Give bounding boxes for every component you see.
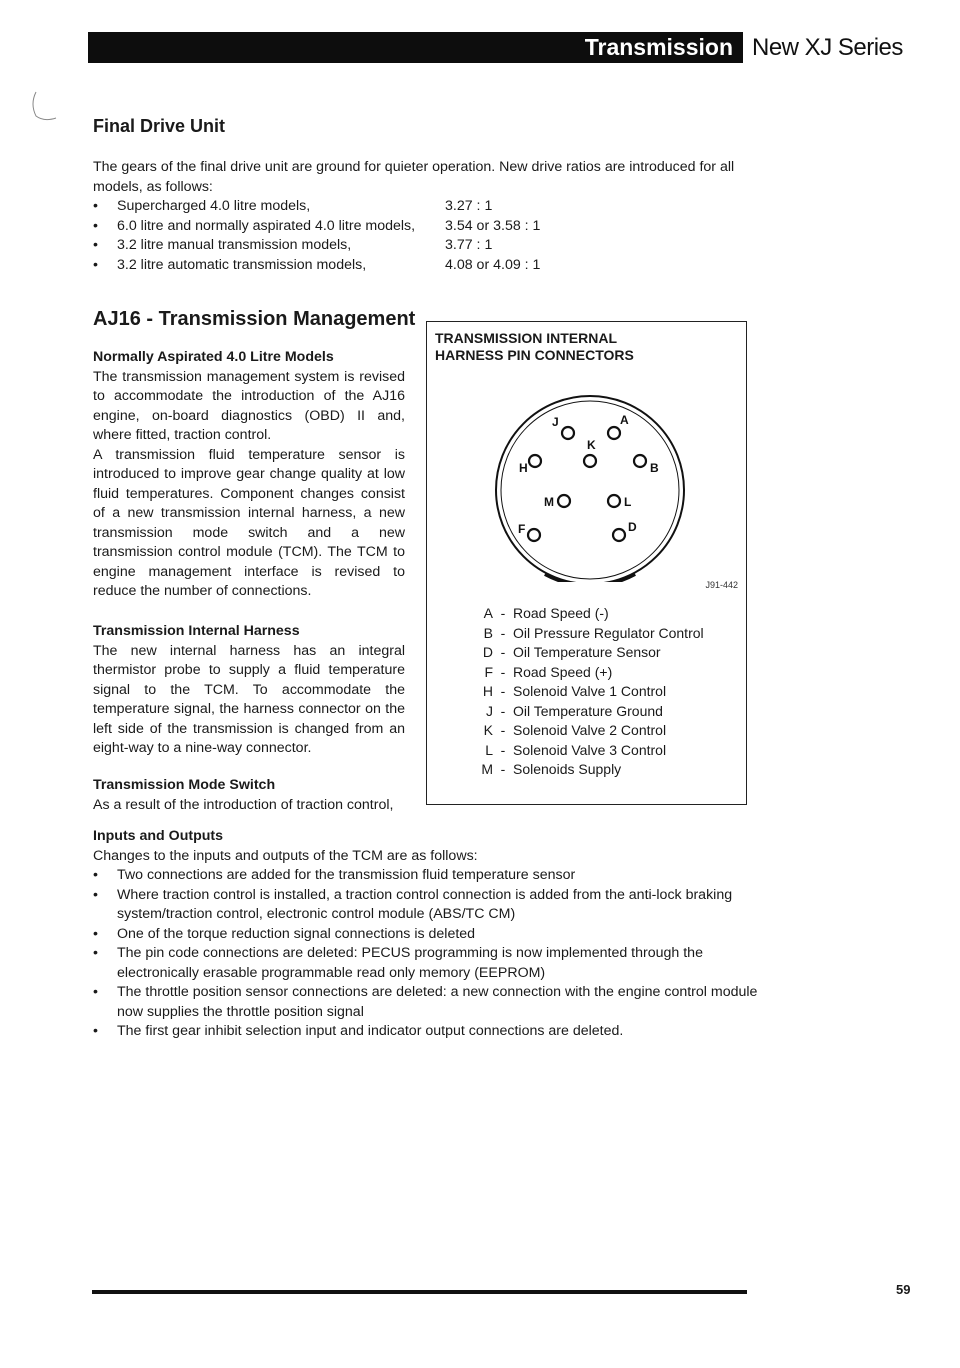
- io-list-item: • Where traction control is installed, a traction control connection is added from the anti-lock braking system/traction control, electronic control module (ABS/TC CM): [93, 886, 763, 925]
- io-list: [93, 866, 763, 1042]
- mode-switch-section: [93, 776, 405, 815]
- pin-h: [529, 455, 541, 467]
- pin-list-item: K - Solenoid Valve 2 Control: [477, 721, 704, 741]
- pin-code: A: [483, 605, 493, 621]
- pin-list-item: F - Road Speed (+): [477, 663, 704, 683]
- section-title: Transmission: [584, 34, 733, 60]
- pin-connector-figure: [426, 321, 747, 805]
- ratio-model: 3.2 litre manual transmission models,: [117, 237, 352, 253]
- pin-list-item: A - Road Speed (-): [477, 604, 704, 624]
- pin-description: Road Speed (+): [513, 663, 613, 680]
- series-title: New XJ Series: [752, 34, 903, 61]
- inputs-outputs-section: [93, 827, 763, 1042]
- pin-list-item: D - Oil Temperature Sensor: [477, 643, 704, 663]
- final-drive-heading: Final Drive Unit: [93, 116, 226, 136]
- ratio-model: 6.0 litre and normally aspirated 4.0 litre models,: [117, 217, 416, 234]
- pin-description: Solenoid Valve 2 Control: [513, 722, 667, 738]
- ratio-list: [93, 197, 541, 275]
- harness-paragraph: The new internal harness has an integral thermistor probe to supply a fluid temperature signal to the TCM. To accommodate the temperature signal, the harness connector on the left side of the transmission is changed from an eight-way to a nine-way connector.: [93, 642, 405, 756]
- pin-label-f: F: [518, 522, 526, 536]
- na-heading: Normally Aspirated 4.0 Litre Models: [93, 349, 334, 365]
- pin-list-item: H - Solenoid Valve 1 Control: [477, 682, 704, 702]
- pin-description: Solenoid Valve 1 Control: [513, 683, 667, 699]
- pin-label-j: J: [552, 415, 559, 429]
- harness-section: [93, 622, 405, 759]
- pin-label-k: K: [587, 438, 596, 452]
- pin-code: D: [482, 644, 493, 660]
- pin-j: [562, 427, 574, 439]
- pin-a: [608, 427, 620, 439]
- pin-b: [634, 455, 646, 467]
- ratio-item: [93, 217, 541, 237]
- io-intro: Changes to the inputs and outputs of the TCM are as follows:: [93, 847, 478, 864]
- io-list-item: • One of the torque reduction signal connections is deleted: [93, 925, 763, 945]
- pin-f: [528, 529, 540, 541]
- pin-list-item: M - Solenoids Supply: [477, 760, 704, 780]
- harness-heading: Transmission Internal Harness: [93, 623, 300, 639]
- pin-m: [558, 495, 570, 507]
- scan-mark: [0, 0, 80, 140]
- header-bar: [88, 32, 743, 63]
- pin-label-h: H: [519, 461, 528, 475]
- io-list-item: • The pin code connections are deleted: PECUS programming is now implemented through the electronically erasable programmable read only memory (EEPROM): [93, 944, 763, 983]
- io-list-item: • The first gear inhibit selection input and indicator output connections are deleted.: [93, 1022, 763, 1042]
- ratio-item: [93, 236, 493, 256]
- pin-code: J: [486, 702, 493, 719]
- pin-label-l: L: [624, 495, 632, 509]
- pin-description: Road Speed (-): [513, 605, 609, 621]
- figure-title-line-2: HARNESS PIN CONNECTORS: [435, 347, 634, 363]
- page-number: 59: [896, 1282, 911, 1297]
- na-paragraph-1: The transmission management system is revised to accommodate the introduction of the AJ16 engine, on-board diagnostics (OBD) II and, where fitted, traction control.: [93, 368, 405, 443]
- aj16-heading: AJ16 - Transmission Management: [93, 308, 416, 330]
- pin-list-item: J - Oil Temperature Ground: [477, 702, 704, 722]
- pin-k: [584, 455, 596, 467]
- mode-switch-paragraph: As a result of the introduction of traction control,: [93, 796, 394, 813]
- io-list-item: • Two connections are added for the transmission fluid temperature sensor: [93, 866, 763, 886]
- pin-code: H: [482, 683, 493, 699]
- footer-rule: [92, 1290, 747, 1294]
- pin-list-item: L - Solenoid Valve 3 Control: [477, 741, 704, 761]
- pin-list: [477, 604, 704, 780]
- io-heading: Inputs and Outputs: [93, 828, 224, 844]
- pin-code: M: [481, 761, 493, 777]
- pin-code: L: [485, 741, 493, 758]
- pin-label-b: B: [650, 461, 659, 475]
- pin-list-item: B - Oil Pressure Regulator Control: [477, 624, 704, 644]
- pin-description: Solenoid Valve 3 Control: [513, 741, 667, 758]
- ratio-item: [93, 256, 541, 276]
- pin-code: B: [483, 624, 493, 641]
- pin-label-a: A: [620, 413, 629, 427]
- pin-description: Oil Temperature Ground: [513, 702, 663, 719]
- connector-keyway: [545, 574, 635, 582]
- mode-switch-heading: Transmission Mode Switch: [93, 777, 276, 793]
- ratio-item: [93, 197, 493, 217]
- final-drive-intro: The gears of the final drive unit are ground for quieter operation. New drive ratios are introduced for all models, as follows:: [93, 159, 735, 195]
- pin-code: K: [483, 722, 493, 738]
- na-paragraph-2: A transmission fluid temperature sensor is introduced to improve gear change quality at low fluid temperatures. Component changes consist of a new transmission internal harness, a new transmission mode switch and a new transmission control module (TCM). The TCM to engine management interface is revised to reduce the number of connections.: [93, 446, 405, 599]
- ratio-value: 3.77 : 1: [445, 237, 493, 253]
- pin-description: Oil Pressure Regulator Control: [513, 624, 704, 641]
- ratio-value: 3.27 : 1: [445, 198, 493, 214]
- pin-l: [608, 495, 620, 507]
- pin-d: [613, 529, 625, 541]
- pin-label-d: D: [628, 520, 637, 534]
- pin-description: Oil Temperature Sensor: [513, 644, 661, 660]
- ratio-model: 3.2 litre automatic transmission models,: [117, 256, 367, 273]
- ratio-value: 4.08 or 4.09 : 1: [445, 256, 541, 273]
- io-list-item: • The throttle position sensor connections are deleted: a new connection with the engine control module now supplies the throttle position signal: [93, 983, 763, 1022]
- connector-inner-ring: [501, 401, 679, 579]
- figure-reference: J91-442: [705, 580, 738, 590]
- ratio-model: Supercharged 4.0 litre models,: [117, 198, 311, 214]
- na-section: [93, 348, 405, 602]
- connector-outer-ring: [496, 396, 684, 582]
- connector-diagram: [427, 322, 748, 582]
- pin-code: F: [484, 663, 493, 680]
- ratio-value: 3.54 or 3.58 : 1: [445, 217, 541, 234]
- pin-description: Solenoids Supply: [513, 761, 622, 777]
- figure-title-line-1: TRANSMISSION INTERNAL: [435, 330, 617, 346]
- pin-label-m: M: [544, 495, 554, 509]
